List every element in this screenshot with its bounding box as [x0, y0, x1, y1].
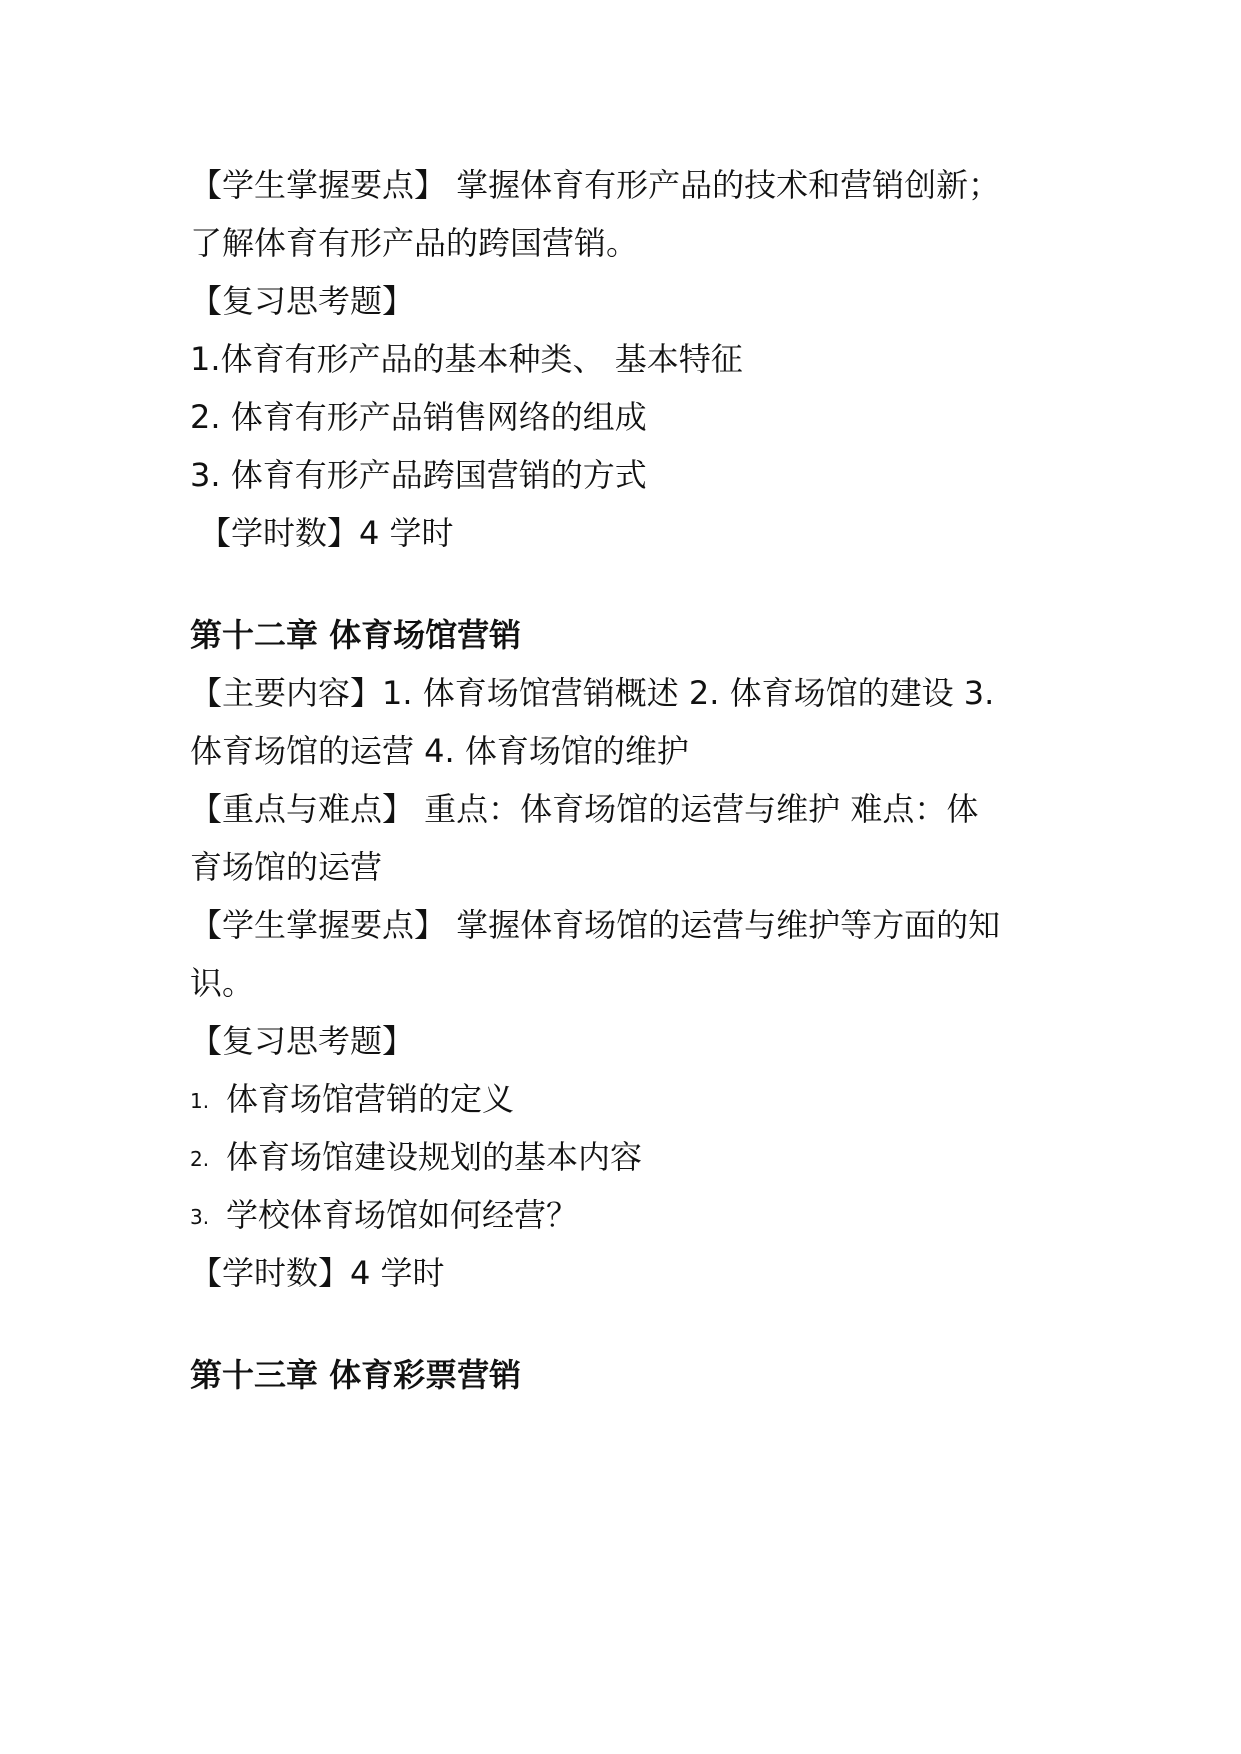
list-number: 1. — [190, 1089, 210, 1113]
ch12-main-content-line-1: 【主要内容】1. 体育场馆营销概述 2. 体育场馆的建设 3. — [190, 674, 995, 712]
review-question-3: 3. 体育有形产品跨国营销的方式 — [190, 456, 647, 494]
ch12-review-question — [190, 1137, 642, 1179]
ch12-key-points-line-1: 【重点与难点】 重点：体育场馆的运营与维护 难点：体 — [190, 790, 979, 828]
ch12-review-heading: 【复习思考题】 — [190, 1022, 415, 1060]
question-text: 体育场馆建设规划的基本内容 — [226, 1138, 643, 1176]
question-text: 学校体育场馆如何经营？ — [226, 1196, 579, 1234]
chapter-12-title: 第十二章 体育场馆营销 — [190, 616, 522, 654]
question-text: 体育场馆营销的定义 — [226, 1080, 515, 1118]
ch12-main-content-line-2: 体育场馆的运营 4. 体育场馆的维护 — [190, 732, 689, 770]
review-question-1: 1.体育有形产品的基本种类、 基本特征 — [190, 340, 743, 378]
mastery-points-line-1: 【学生掌握要点】 掌握体育有形产品的技术和营销创新； — [190, 166, 1001, 204]
ch12-review-question — [190, 1079, 514, 1121]
list-number: 2. — [190, 1147, 210, 1171]
ch12-review-question — [190, 1195, 578, 1237]
review-question-2: 2. 体育有形产品销售网络的组成 — [190, 398, 647, 436]
ch12-key-points-line-2: 育场馆的运营 — [190, 848, 383, 886]
review-questions-heading: 【复习思考题】 — [190, 282, 415, 320]
mastery-points-line-2: 了解体育有形产品的跨国营销。 — [190, 224, 639, 262]
ch12-class-hours: 【学时数】4 学时 — [190, 1254, 445, 1292]
ch12-mastery-line-2: 识。 — [190, 964, 255, 1002]
ch12-mastery-line-1: 【学生掌握要点】 掌握体育场馆的运营与维护等方面的知 — [190, 906, 1001, 944]
class-hours: 【学时数】4 学时 — [199, 514, 454, 552]
list-number: 3. — [190, 1205, 210, 1229]
chapter-13-title: 第十三章 体育彩票营销 — [190, 1356, 522, 1394]
